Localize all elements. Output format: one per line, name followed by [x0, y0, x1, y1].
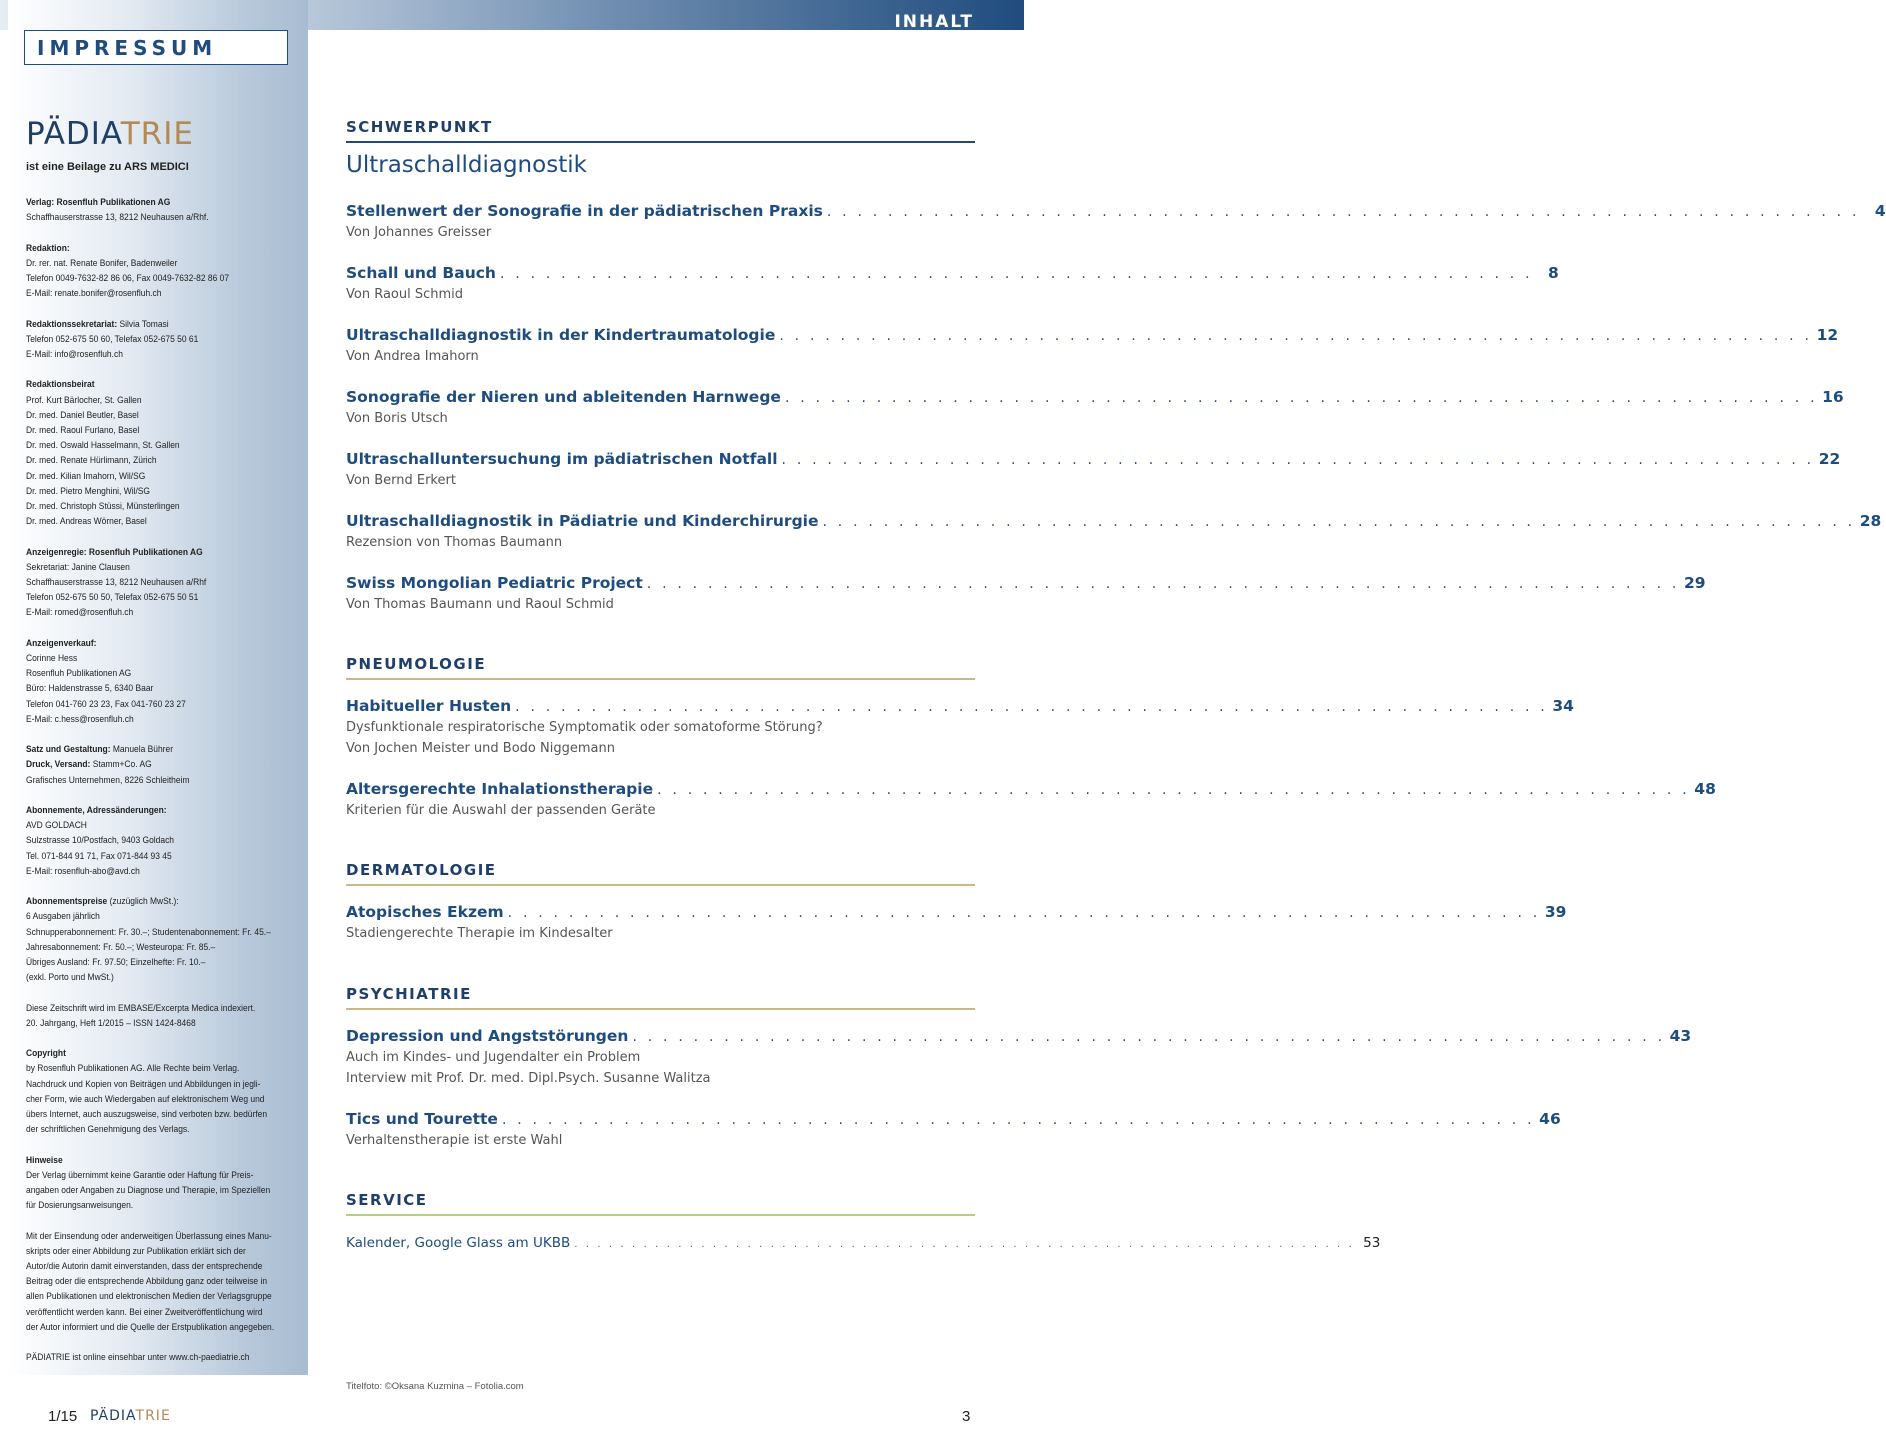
- impressum-line: Redaktionsbeirat: [26, 379, 95, 390]
- toc-entry: [346, 1110, 1561, 1149]
- toc-entry-page: 16: [1822, 388, 1844, 406]
- toc-entry-row: [346, 450, 1841, 468]
- toc-entry-row: [346, 326, 1839, 344]
- toc-entry-subtitle: Interview mit Prof. Dr. med. Dipl.Psych. Susanne Walitza: [346, 1071, 711, 1086]
- impressum-line: Prof. Kurt Bärlocher, St. Gallen: [26, 394, 142, 405]
- leader-dots: . . . . . . . . . . . . . . . . . . . . . . . . . . . . . . . . . . . . . . . . . . . . . . . . . . . . . . . . . . . . . . . . . . . .: [822, 514, 1856, 530]
- logo-part-1: PÄDIA: [26, 116, 121, 152]
- leader-dots: . . . . . . . . . . . . . . . . . . . . . . . . . . . . . . . . . . . . . . . . . . . . . . . . . . . . . . . . . . . . . . . . . . . .: [515, 699, 1548, 715]
- impressum-block: [26, 803, 288, 879]
- impressum-line: Hinweise: [26, 1154, 63, 1165]
- toc-entry-subtitle: Von Bernd Erkert: [346, 473, 456, 488]
- impressum-block: [26, 742, 288, 788]
- toc-entry: [346, 512, 1882, 551]
- toc-entry: [346, 780, 1716, 819]
- toc-entry-title: Ultraschalldiagnostik in Pädiatrie und Kinderchirurgie: [346, 512, 819, 530]
- impressum-line: Jahresabonnement: Fr. 50.–; Westeuropa: Fr. 85.–: [26, 941, 216, 952]
- toc-entry-subtitle: Kriterien für die Auswahl der passenden Geräte: [346, 803, 656, 818]
- impressum-text: [26, 195, 288, 1381]
- photo-credit: Titelfoto: ©Oksana Kuzmina – Fotolia.com: [346, 1381, 524, 1392]
- toc-entry-title: Habitueller Husten: [346, 697, 512, 715]
- impressum-line: Übriges Ausland: Fr. 97.50; Einzelhefte: Fr. 10.–: [26, 957, 206, 968]
- impressum-line: cher Form, wie auch Wiedergaben auf elektronischem Weg und: [26, 1093, 265, 1104]
- impressum-block: [26, 1350, 288, 1365]
- impressum-line: veröffentlicht werden kann. Bei einer Zweitveröffentlichung wird: [26, 1306, 263, 1317]
- impressum-line: 20. Jahrgang, Heft 1/2015 – ISSN 1424-8468: [26, 1017, 196, 1028]
- impressum-line: Schnupperabonnement: Fr. 30.–; Studentenabonnement: Fr. 45.–: [26, 926, 271, 937]
- toc-entry-title: Atopisches Ekzem: [346, 903, 504, 921]
- leader-dots: . . . . . . . . . . . . . . . . . . . . . . . . . . . . . . . . . . . . . . . . . . . . . . . . . . . . . . . . . . . . . . . . . . . .: [632, 1029, 1666, 1045]
- impressum-line: Schaffhauserstrasse 13, 8212 Neuhausen a/Rhf: [26, 577, 207, 588]
- toc-entry-page: 34: [1552, 697, 1574, 715]
- toc-entry-page: 46: [1539, 1110, 1561, 1128]
- toc-entry-subtitle: Von Andrea Imahorn: [346, 349, 479, 364]
- footer-logo-part-1: PÄDIA: [90, 1408, 136, 1424]
- impressum-block: [26, 636, 288, 727]
- impressum-line: Dr. med. Raoul Furlano, Basel: [26, 425, 140, 435]
- impressum-line: Mit der Einsendung oder anderweitigen Überlassung eines Manu-: [26, 1230, 272, 1241]
- impressum-line: E-Mail: romed@rosenfluh.ch: [26, 607, 134, 618]
- toc-entry-row: [346, 264, 1559, 282]
- impressum-line: Nachdruck und Kopien von Beiträgen und Abbildungen in jegli-: [26, 1078, 261, 1089]
- footer-logo-part-2: TRIE: [135, 1408, 171, 1424]
- section-rule: [346, 1214, 975, 1216]
- impressum-line: Telefon 041-760 23 23, Fax 041-760 23 27: [26, 698, 186, 709]
- leader-dots: . . . . . . . . . . . . . . . . . . . . . . . . . . . . . . . . . . . . . . . . . . . . . . . . . . . . . . . . . . . . . . . . . . . .: [826, 204, 1860, 220]
- impressum-line: Büro: Haldenstrasse 5, 6340 Baar: [26, 683, 154, 694]
- leader-dots: . . . . . . . . . . . . . . . . . . . . . . . . . . . . . . . . . . . . . . . . . . . . . . . . . . . . . . . . . . . . . . . . . . . .: [501, 1112, 1535, 1128]
- toc-entry: [346, 450, 1841, 489]
- impressum-line: Verlag: Rosenfluh Publikationen AG: [26, 197, 171, 207]
- logo-subtitle: ist eine Beilage zu ARS MEDICI: [26, 161, 189, 173]
- impressum-line: Rosenfluh Publikationen AG: [26, 668, 132, 679]
- impressum-line: PÄDIATRIE ist online einsehbar unter www.ch-paediatrie.ch: [26, 1352, 250, 1363]
- impressum-line: E-Mail: rosenfluh-abo@avd.ch: [26, 865, 140, 876]
- impressum-line: Corinne Hess: [26, 653, 78, 664]
- toc-entry-subtitle: Verhaltenstherapie ist erste Wahl: [346, 1133, 563, 1148]
- toc-entry: [346, 903, 1567, 942]
- impressum-line: Dr. med. Daniel Beutler, Basel: [26, 409, 139, 420]
- toc-entry: [346, 202, 1886, 241]
- impressum-line: Sulzstrasse 10/Postfach, 9403 Goldach: [26, 835, 175, 846]
- section-heading-service: SERVICE: [346, 1191, 428, 1209]
- toc-entry-row: [346, 1110, 1561, 1128]
- impressum-line: Redaktionssekretariat: Silvia Tomasi: [26, 318, 169, 329]
- impressum-line: Dr. med. Oswald Hasselmann, St. Gallen: [26, 440, 180, 451]
- impressum-block: [26, 545, 288, 621]
- toc-entry-row: [346, 697, 1574, 715]
- impressum-line: Druck, Versand: Stamm+Co. AG: [26, 759, 152, 770]
- schwerpunkt-topic: Ultraschalldiagnostik: [346, 152, 587, 178]
- impressum-line: Dr. med. Kilian Imahorn, Wil/SG: [26, 470, 146, 481]
- toc-entry-page: 12: [1816, 326, 1839, 344]
- impressum-line: (exkl. Porto und MwSt.): [26, 972, 114, 983]
- impressum-line: Der Verlag übernimmt keine Garantie oder Haftung für Preis-: [26, 1169, 254, 1180]
- toc-entry: [346, 697, 1574, 757]
- impressum-line: Dr. med. Andreas Wörner, Basel: [26, 516, 147, 527]
- impressum-line: E-Mail: c.hess@rosenfluh.ch: [26, 713, 134, 724]
- impressum-block: [26, 1046, 288, 1137]
- toc-entry-page: 43: [1669, 1027, 1692, 1045]
- impressum-line: Telefon 052-675 50 50, Telefax 052-675 50 51: [26, 592, 199, 603]
- toc-entry: [346, 574, 1706, 613]
- leader-dots: . . . . . . . . . . . . . . . . . . . . . . . . . . . . . . . . . . . . . . . . . . . . . . . . . . . . . . . . . . . . . . . . . . . .: [781, 452, 1815, 468]
- impressum-title-box: [24, 30, 288, 65]
- toc-entry: [346, 1235, 1381, 1251]
- toc-entry: [346, 264, 1559, 303]
- section-rule: [346, 1008, 975, 1010]
- toc-entry-row: [346, 1235, 1381, 1251]
- toc-entry-row: [346, 780, 1716, 798]
- impressum-line: Dr. med. Pietro Menghini, Wil/SG: [26, 485, 151, 496]
- logo-part-2: TRIE: [120, 116, 194, 152]
- impressum-line: der Autor informiert und die Quelle der Erstpublikation angegeben.: [26, 1321, 275, 1332]
- impressum-block: [26, 1229, 288, 1335]
- toc-entry-page: 39: [1544, 903, 1567, 921]
- leader-dots: . . . . . . . . . . . . . . . . . . . . . . . . . . . . . . . . . . . . . . . . . . . . . . . . . . . . . . . . . . . . . . . . . . . .: [507, 905, 1541, 921]
- impressum-block: [26, 377, 288, 529]
- leader-dots: . . . . . . . . . . . . . . . . . . . . . . . . . . . . . . . . . . . . . . . . . . . . . . . . . . . . . . . . . . . . . . . . . . . .: [574, 1239, 1355, 1250]
- toc-entry-subtitle: Rezension von Thomas Baumann: [346, 535, 563, 550]
- toc-entry-subtitle: Stadiengerechte Therapie im Kindesalter: [346, 926, 613, 941]
- paediatrie-logo: [26, 116, 194, 152]
- impressum-block: [26, 317, 288, 363]
- impressum-line: Satz und Gestaltung: Manuela Bührer: [26, 744, 174, 755]
- toc-entry-page: 4: [1874, 202, 1886, 220]
- impressum-line: Grafisches Unternehmen, 8226 Schleitheim: [26, 774, 190, 785]
- section-heading-schwerpunkt: SCHWERPUNKT: [346, 118, 493, 136]
- leader-dots: . . . . . . . . . . . . . . . . . . . . . . . . . . . . . . . . . . . . . . . . . . . . . . . . . . . . . . . . . . . . . . . . . . . .: [499, 266, 1533, 282]
- impressum-line: skripts oder einer Abbildung zur Publikation erklärt sich der: [26, 1245, 246, 1256]
- impressum-line: Copyright: [26, 1048, 66, 1059]
- toc-entry-subtitle: Von Jochen Meister und Bodo Niggemann: [346, 741, 615, 756]
- toc-entry-title: Altersgerechte Inhalationstherapie: [346, 780, 654, 798]
- impressum-line: Sekretariat: Janine Clausen: [26, 561, 130, 572]
- section-rule: [346, 141, 975, 143]
- section-rule: [346, 678, 975, 680]
- section-rule: [346, 884, 975, 886]
- impressum-line: by Rosenfluh Publikationen AG. Alle Rechte beim Verlag.: [26, 1063, 240, 1074]
- toc-entry-subtitle: Von Johannes Greisser: [346, 225, 492, 240]
- impressum-line: angaben oder Angaben zu Diagnose und Therapie, im Speziellen: [26, 1185, 271, 1196]
- toc-entry-subtitle: Von Thomas Baumann und Raoul Schmid: [346, 597, 614, 612]
- impressum-line: Redaktion:: [26, 242, 70, 253]
- impressum-block: [26, 1001, 288, 1031]
- toc-entry: [346, 388, 1844, 427]
- toc-entry-row: [346, 388, 1844, 406]
- page-number: 3: [962, 1408, 971, 1425]
- impressum-line: Tel. 071-844 91 71, Fax 071-844 93 45: [26, 850, 172, 861]
- impressum-line: Diese Zeitschrift wird im EMBASE/Excerpta Medica indexiert.: [26, 1002, 256, 1013]
- toc-entry-title: Ultraschalluntersuchung im pädiatrischen Notfall: [346, 450, 778, 468]
- impressum-line: Abonnementspreise (zuzüglich MwSt.):: [26, 896, 179, 907]
- impressum-line: Telefon 0049-7632-82 86 06, Fax 0049-7632-82 86 07: [26, 273, 230, 283]
- toc-entry-row: [346, 574, 1706, 592]
- toc-entry: [346, 326, 1839, 365]
- impressum-line: Abonnemente, Adressänderungen:: [26, 805, 167, 816]
- section-heading-dermatologie: DERMATOLOGIE: [346, 861, 497, 879]
- impressum-block: [26, 1153, 288, 1214]
- leader-dots: . . . . . . . . . . . . . . . . . . . . . . . . . . . . . . . . . . . . . . . . . . . . . . . . . . . . . . . . . . . . . . . . . . . .: [646, 576, 1680, 592]
- toc-entry-subtitle: Auch im Kindes- und Jugendalter ein Problem: [346, 1050, 641, 1065]
- impressum-line: Dr. med. Christoph Stüssi, Münsterlingen: [26, 501, 180, 512]
- toc-entry-title: Swiss Mongolian Pediatric Project: [346, 574, 643, 592]
- impressum-line: für Dosierungsanweisungen.: [26, 1200, 134, 1211]
- section-heading-pneumologie: PNEUMOLOGIE: [346, 655, 487, 673]
- toc-entry-page: 22: [1818, 450, 1841, 468]
- toc-entry-row: [346, 1027, 1692, 1045]
- impressum-sidebar: [8, 0, 308, 1375]
- impressum-line: E-Mail: renate.bonifer@rosenfluh.ch: [26, 288, 162, 299]
- section-label: INHALT: [894, 12, 974, 32]
- toc-entry-subtitle: Von Boris Utsch: [346, 411, 448, 426]
- toc-entry-page: 48: [1694, 780, 1716, 798]
- toc-entry-title: Depression und Angststörungen: [346, 1027, 629, 1045]
- toc-entry-title: Schall und Bauch: [346, 264, 496, 282]
- impressum-line: AVD GOLDACH: [26, 820, 87, 831]
- toc-entry-title: Sonografie der Nieren und ableitenden Harnwege: [346, 388, 781, 406]
- impressum-line: übers Internet, auch auszugsweise, sind verboten bzw. bedürfen: [26, 1109, 268, 1120]
- impressum-line: Beitrag oder die entsprechende Abbildung ganz oder teilweise in: [26, 1276, 268, 1287]
- section-heading-psychiatrie: PSYCHIATRIE: [346, 985, 472, 1003]
- toc-entry-title: Tics und Tourette: [346, 1110, 498, 1128]
- toc-entry-row: [346, 202, 1886, 220]
- toc-entry-subtitle: Von Raoul Schmid: [346, 287, 464, 302]
- leader-dots: . . . . . . . . . . . . . . . . . . . . . . . . . . . . . . . . . . . . . . . . . . . . . . . . . . . . . . . . . . . . . . . . . . . .: [657, 782, 1690, 798]
- impressum-block: [26, 195, 288, 225]
- issue-number: 1/15: [48, 1408, 78, 1425]
- impressum-line: Schaffhauserstrasse 13, 8212 Neuhausen a/Rhf.: [26, 212, 209, 223]
- impressum-title: IMPRESSUM: [37, 36, 218, 60]
- impressum-line: der schriftlichen Genehmigung des Verlags.: [26, 1124, 190, 1135]
- impressum-block: [26, 894, 288, 985]
- toc-entry-page: 29: [1683, 574, 1706, 592]
- toc-entry-page: 28: [1859, 512, 1882, 530]
- impressum-line: allen Publikationen und elektronischen Medien der Verlagsgruppe: [26, 1291, 272, 1302]
- toc-entry-title: Ultraschalldiagnostik in der Kindertraumatologie: [346, 326, 776, 344]
- impressum-line: Autor/die Autorin damit einverstanden, dass der entsprechende: [26, 1261, 263, 1272]
- impressum-line: Dr. rer. nat. Renate Bonifer, Badenweiler: [26, 257, 178, 268]
- toc-entry-title: Stellenwert der Sonografie in der pädiatrischen Praxis: [346, 202, 823, 220]
- leader-dots: . . . . . . . . . . . . . . . . . . . . . . . . . . . . . . . . . . . . . . . . . . . . . . . . . . . . . . . . . . . . . . . . . . . .: [779, 328, 1813, 344]
- toc-entry-title: Kalender, Google Glass am UKBB: [346, 1235, 571, 1251]
- impressum-line: Anzeigenverkauf:: [26, 637, 97, 648]
- impressum-line: Dr. med. Renate Hürlimann, Zürich: [26, 455, 157, 466]
- toc-entry-page: 8: [1547, 264, 1559, 282]
- impressum-line: E-Mail: info@rosenfluh.ch: [26, 349, 123, 359]
- toc-entry-page: 53: [1363, 1235, 1381, 1251]
- toc-entry-row: [346, 512, 1882, 530]
- toc-entry: [346, 1027, 1692, 1087]
- leader-dots: . . . . . . . . . . . . . . . . . . . . . . . . . . . . . . . . . . . . . . . . . . . . . . . . . . . . . . . . . . . . . . . . . . . .: [784, 390, 1818, 406]
- toc-entry-subtitle: Dysfunktionale respiratorische Symptomatik oder somatoforme Störung?: [346, 720, 823, 735]
- impressum-line: 6 Ausgaben jährlich: [26, 911, 100, 922]
- impressum-line: Anzeigenregie: Rosenfluh Publikationen AG: [26, 546, 203, 557]
- toc-entry-row: [346, 903, 1567, 921]
- impressum-block: [26, 241, 288, 302]
- impressum-line: Telefon 052-675 50 60, Telefax 052-675 50 61: [26, 333, 199, 344]
- footer-logo: [90, 1408, 171, 1424]
